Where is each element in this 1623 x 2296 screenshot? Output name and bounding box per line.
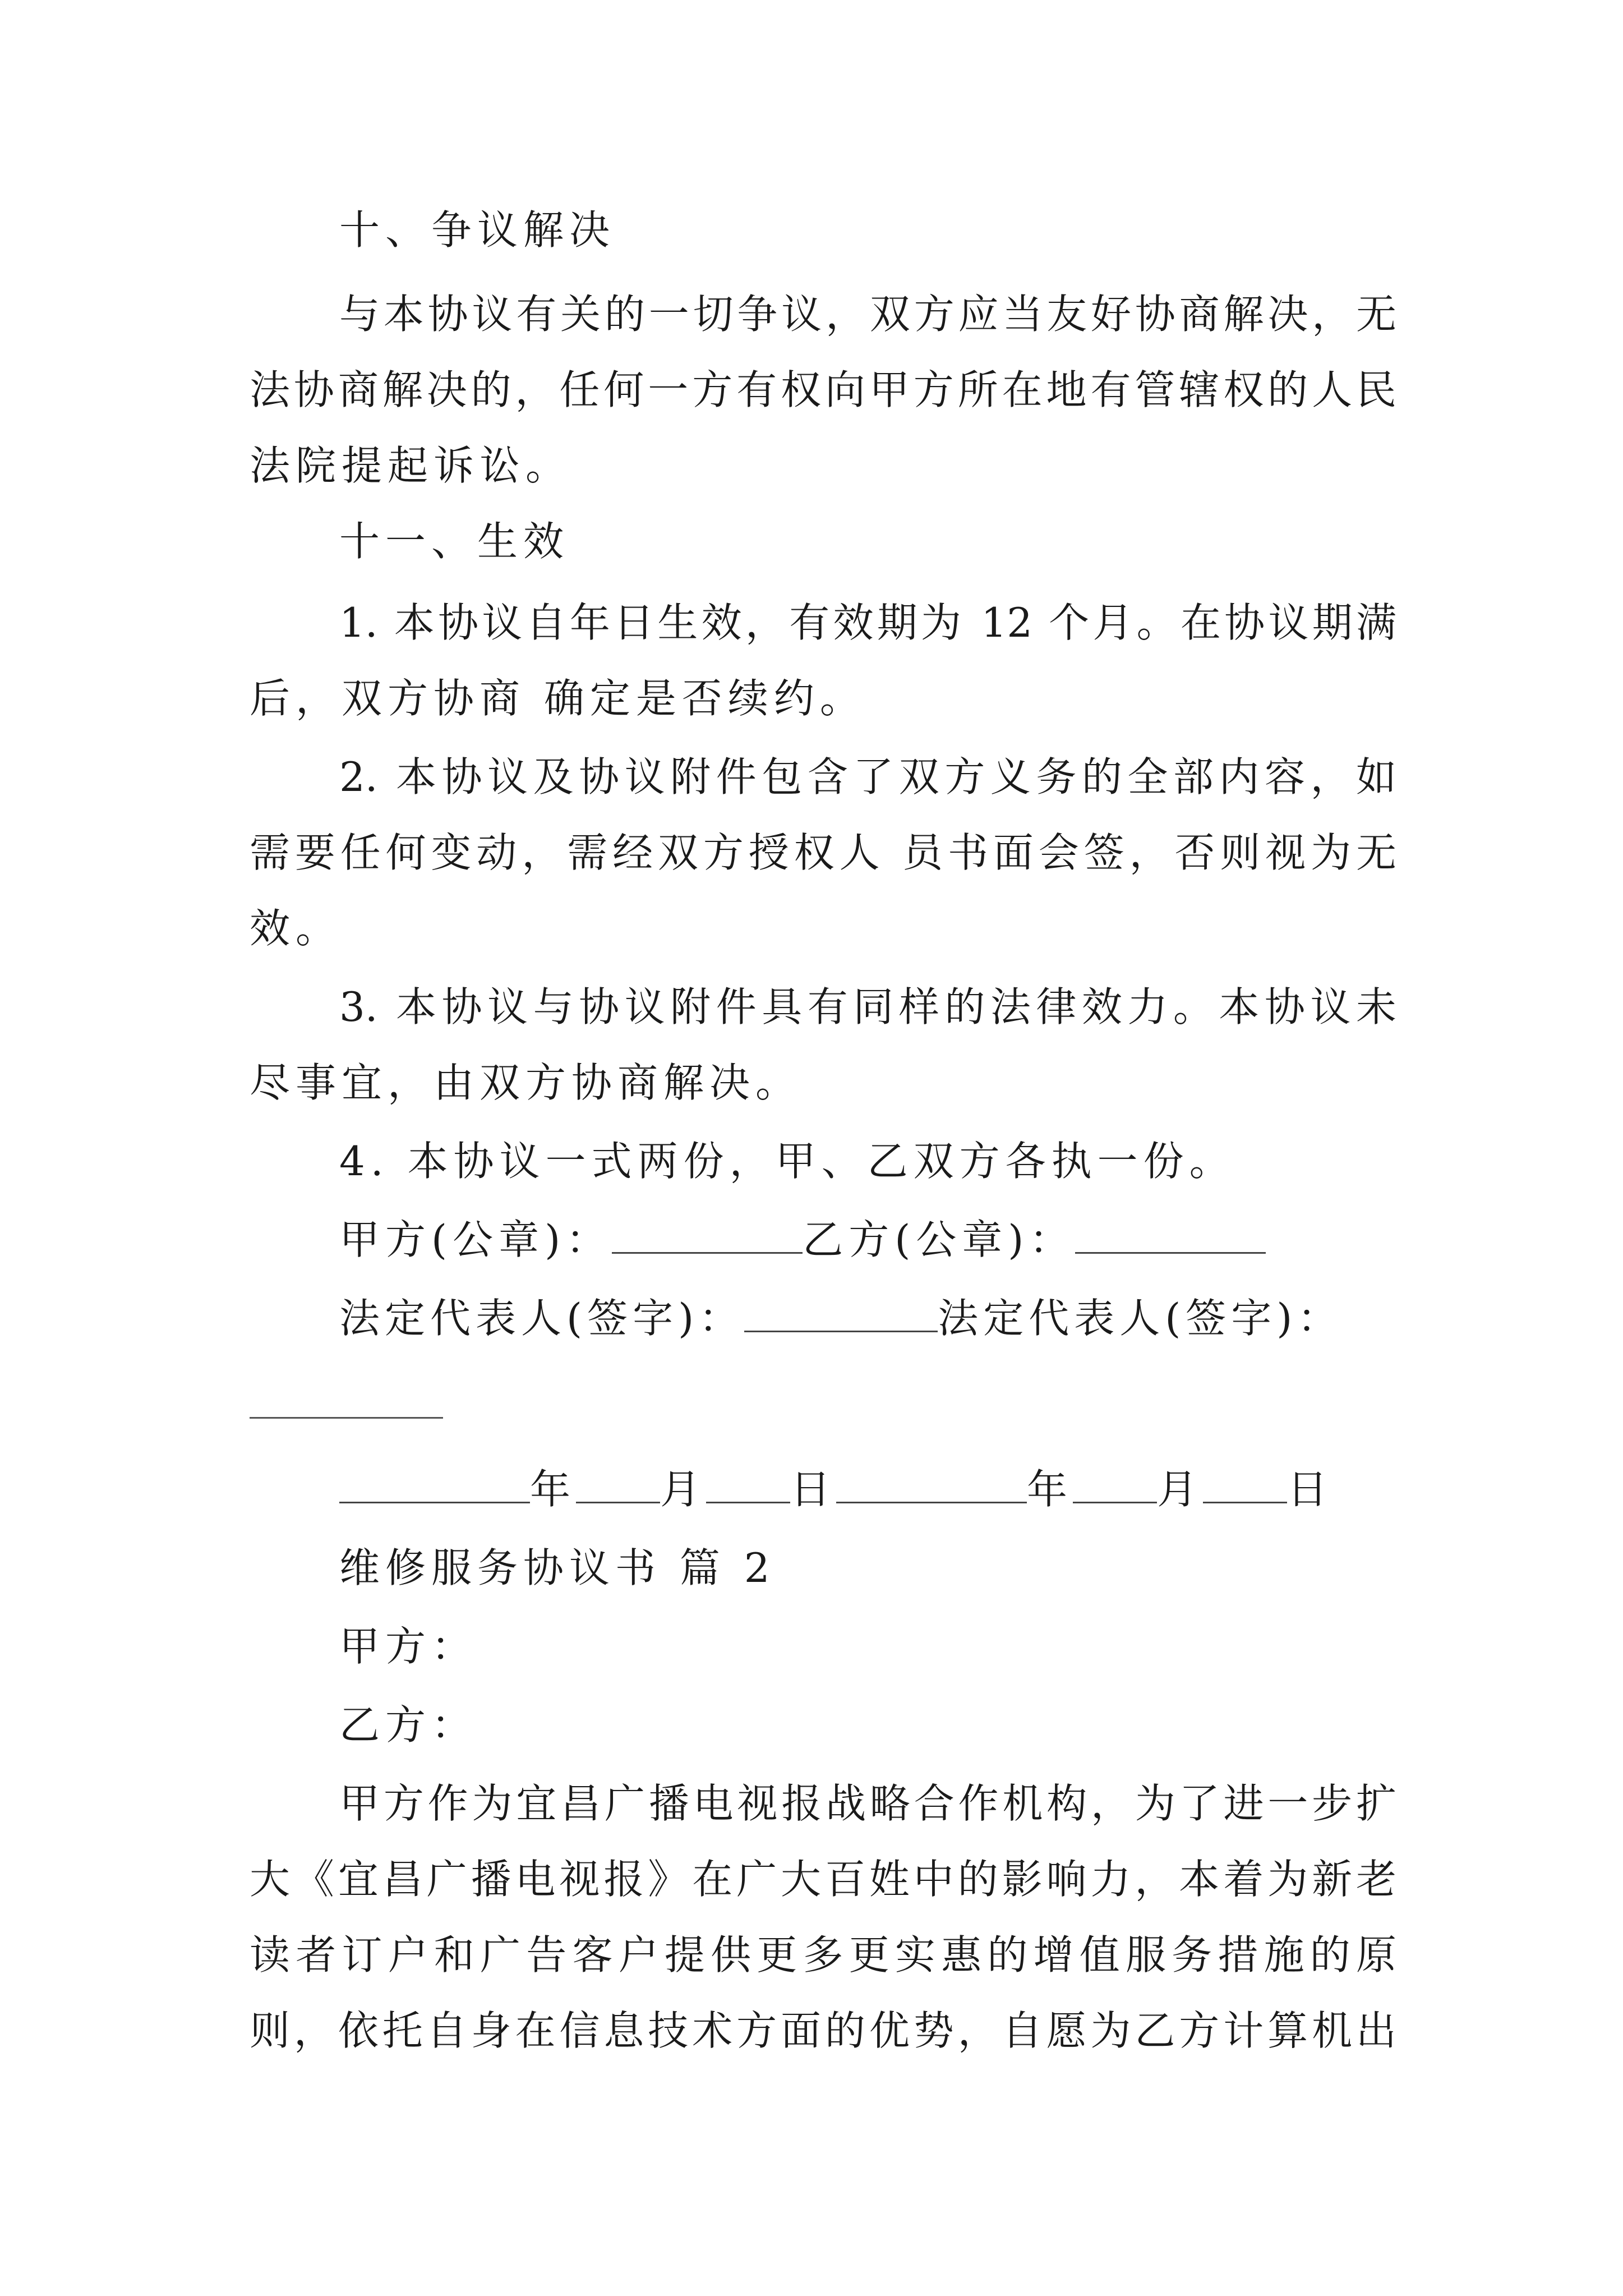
doc2-party-a: 甲方：: [339, 1623, 478, 1670]
year-label: 年: [530, 1466, 577, 1513]
paragraph-text: 甲方作为宜昌广播电视报战略合作机构，为了进一步扩: [339, 1780, 1396, 1827]
day-label: 日: [1287, 1466, 1334, 1513]
month-label: 月: [660, 1466, 707, 1513]
wrapped-signature-blank: [250, 1417, 443, 1419]
signature-seal-line: [339, 1212, 1266, 1268]
party-a-seal-label: 甲方(公章)：: [339, 1216, 612, 1263]
month-label: 月: [1157, 1466, 1204, 1513]
party-b-seal-blank: [1075, 1213, 1266, 1254]
paragraph-line: 读者订户和广告客户提供更多更实惠的增值服务措施的原: [250, 1931, 1396, 1978]
party-a-rep-label: 法定代表人(签字)：: [339, 1295, 745, 1342]
day-blank-b: [1203, 1462, 1287, 1503]
paragraph-line: 4. 本协议一式两份，甲、乙双方各执一份。: [339, 1138, 1235, 1185]
paragraph-text: 3. 本协议与协议附件具有同样的法律效力。本协议未: [339, 983, 1396, 1030]
section-heading-dispute: 十、争议解决: [339, 206, 616, 254]
document-2-title: 维修服务协议书 篇 2: [339, 1544, 776, 1591]
paragraph-line: 法院提起诉讼。: [250, 442, 572, 489]
date-line: [339, 1461, 1333, 1517]
paragraph-line: [250, 1775, 1396, 1832]
signature-rep-line: [339, 1290, 1343, 1346]
day-label: 日: [790, 1466, 837, 1513]
paragraph-line: [250, 286, 1396, 342]
paragraph-line: [250, 595, 1396, 651]
paragraph-line: 尽事宜，由双方协商解决。: [250, 1059, 802, 1106]
paragraph-line: 则，依托自身在信息技术方面的优势，自愿为乙方计算机出: [250, 2007, 1396, 2054]
paragraph-line: [250, 749, 1396, 805]
paragraph-line: 后，双方协商 确定是否续约。: [250, 675, 866, 722]
year-blank-a: [339, 1462, 530, 1503]
month-blank-b: [1073, 1462, 1157, 1503]
year-label: 年: [1027, 1466, 1073, 1513]
month-blank-a: [576, 1462, 660, 1503]
paragraph-line: 大《宜昌广播电视报》在广大百姓中的影响力，本着为新老: [250, 1856, 1396, 1903]
doc2-party-b: 乙方：: [339, 1701, 478, 1749]
section-heading-effect: 十一、生效: [339, 518, 570, 565]
paragraph-line: 法协商解决的，任何一方有权向甲方所在地有管辖权的人民: [250, 366, 1396, 413]
party-b-seal-label: 乙方(公章)：: [803, 1216, 1076, 1263]
party-a-rep-blank: [744, 1291, 938, 1332]
paragraph-line: 效。: [250, 905, 342, 952]
paragraph-text: 1. 本协议自年日生效，有效期为 12 个月。在协议期满: [339, 599, 1396, 646]
paragraph-line: 需要任何变动，需经双方授权人 员书面会签，否则视为无: [250, 829, 1396, 876]
day-blank-a: [706, 1462, 790, 1503]
year-blank-b: [836, 1462, 1027, 1503]
paragraph-line: [250, 979, 1396, 1035]
paragraph-text: 与本协议有关的一切争议，双方应当友好协商解决，无: [339, 291, 1396, 338]
party-b-rep-label: 法定代表人(签字)：: [938, 1295, 1343, 1342]
paragraph-text: 2. 本协议及协议附件包含了双方义务的全部内容，如: [339, 753, 1396, 800]
party-a-seal-blank: [612, 1213, 803, 1254]
